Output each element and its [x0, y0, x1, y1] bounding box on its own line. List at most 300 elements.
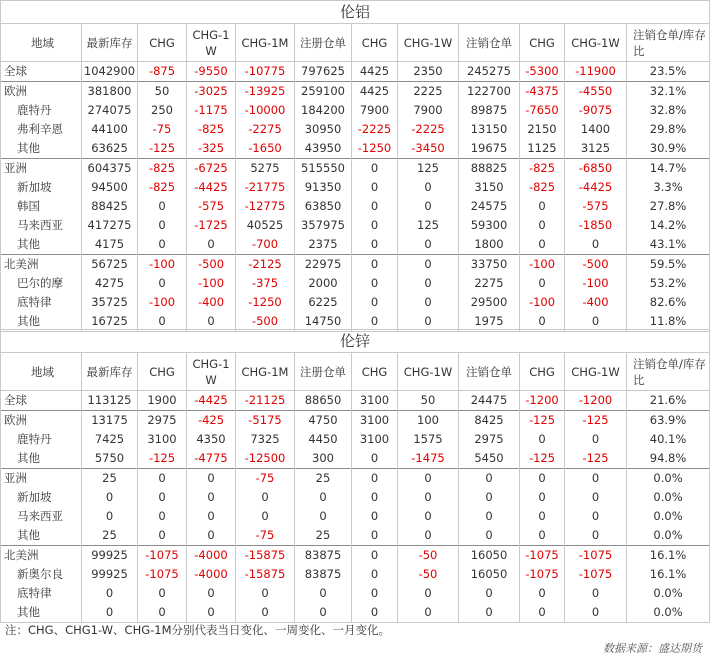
value-cell: -825 [520, 178, 565, 197]
value-cell: 5275 [236, 159, 295, 179]
value-cell: 13150 [459, 120, 520, 139]
column-header: 最新库存 [82, 24, 138, 62]
value-cell: 4425 [352, 82, 398, 102]
value-cell: 100 [398, 411, 459, 431]
column-header: CHG-1W [398, 24, 459, 62]
value-cell: -325 [187, 139, 236, 159]
value-cell: 0 [352, 235, 398, 255]
value-cell: -575 [565, 197, 627, 216]
value-cell: 0 [82, 603, 138, 623]
value-cell: -3450 [398, 139, 459, 159]
column-header: 注销仓单/库存比 [627, 353, 710, 391]
value-cell: 1400 [565, 120, 627, 139]
region-cell: 亚洲 [1, 469, 82, 489]
value-cell: 0 [398, 488, 459, 507]
table-row [1, 411, 710, 431]
value-cell: -15875 [236, 546, 295, 566]
value-cell: 0 [565, 603, 627, 623]
value-cell: 0 [187, 507, 236, 526]
table-row [1, 82, 710, 102]
table-row [1, 178, 710, 197]
value-cell: 0 [187, 469, 236, 489]
value-cell: 0.0% [627, 488, 710, 507]
table-row [1, 235, 710, 255]
table-row [1, 139, 710, 159]
value-cell: 0 [520, 526, 565, 546]
value-cell: 0 [352, 197, 398, 216]
value-cell: 0 [520, 197, 565, 216]
value-cell: -425 [187, 411, 236, 431]
column-header: CHG [352, 353, 398, 391]
column-header: 注册仓单 [295, 353, 352, 391]
value-cell: 0 [520, 430, 565, 449]
value-cell: -825 [138, 159, 187, 179]
table-row [1, 565, 710, 584]
region-cell: 其他 [1, 139, 82, 159]
zinc-table-body [1, 330, 710, 623]
region-cell: 北美洲 [1, 546, 82, 566]
column-header: 注册仓单 [295, 24, 352, 62]
value-cell: 0 [295, 507, 352, 526]
value-cell: 0 [565, 507, 627, 526]
region-cell: 新加坡 [1, 178, 82, 197]
value-cell: 0 [138, 312, 187, 332]
value-cell: 59.5% [627, 255, 710, 275]
value-cell: 50 [138, 82, 187, 102]
value-cell: -100 [187, 274, 236, 293]
value-cell: -1250 [236, 293, 295, 312]
table-row [1, 293, 710, 312]
value-cell: -125 [520, 411, 565, 431]
value-cell: -100 [138, 255, 187, 275]
value-cell: -1075 [138, 546, 187, 566]
value-cell: -100 [520, 293, 565, 312]
value-cell: 14.2% [627, 216, 710, 235]
value-cell: 59300 [459, 216, 520, 235]
value-cell: 6225 [295, 293, 352, 312]
value-cell: 0 [187, 584, 236, 603]
value-cell: 83875 [295, 565, 352, 584]
column-header: CHG [520, 24, 565, 62]
value-cell: 99925 [82, 565, 138, 584]
value-cell: -50 [398, 546, 459, 566]
region-cell: 其他 [1, 526, 82, 546]
value-cell: 0 [520, 312, 565, 332]
value-cell: 0 [187, 235, 236, 255]
column-header: CHG-1W [565, 353, 627, 391]
value-cell: 0 [138, 235, 187, 255]
table-header-row [1, 24, 710, 62]
value-cell: 0 [236, 507, 295, 526]
value-cell: 0 [138, 469, 187, 489]
value-cell: 30950 [295, 120, 352, 139]
table-row [1, 430, 710, 449]
value-cell: 16050 [459, 546, 520, 566]
value-cell: 381800 [82, 82, 138, 102]
value-cell: 2275 [459, 274, 520, 293]
value-cell: -1175 [187, 101, 236, 120]
value-cell: -21125 [236, 391, 295, 411]
column-header: 地域 [1, 353, 82, 391]
value-cell: 0 [398, 584, 459, 603]
value-cell: 0.0% [627, 469, 710, 489]
value-cell: -1200 [565, 391, 627, 411]
value-cell: -1250 [352, 139, 398, 159]
value-cell: 0 [398, 197, 459, 216]
value-cell: 63850 [295, 197, 352, 216]
value-cell: 0 [520, 216, 565, 235]
value-cell: 1575 [398, 430, 459, 449]
value-cell: 16050 [459, 565, 520, 584]
value-cell: -400 [565, 293, 627, 312]
value-cell: 0 [565, 469, 627, 489]
value-cell: 0 [138, 584, 187, 603]
value-cell: -1650 [236, 139, 295, 159]
value-cell: 0 [295, 488, 352, 507]
value-cell: 259100 [295, 82, 352, 102]
value-cell: 0 [82, 584, 138, 603]
value-cell: 89875 [459, 101, 520, 120]
value-cell: -3025 [187, 82, 236, 102]
value-cell: 515550 [295, 159, 352, 179]
value-cell: -500 [236, 312, 295, 332]
value-cell: 0 [187, 526, 236, 546]
table-title: 伦锌 [1, 330, 710, 353]
aluminium-table-body [1, 1, 710, 332]
value-cell: 0 [565, 526, 627, 546]
value-cell: -4425 [187, 178, 236, 197]
value-cell: -375 [236, 274, 295, 293]
value-cell: 40525 [236, 216, 295, 235]
value-cell: 250 [138, 101, 187, 120]
table-row [1, 62, 710, 82]
value-cell: 3100 [352, 430, 398, 449]
value-cell: -2125 [236, 255, 295, 275]
value-cell: 0 [352, 565, 398, 584]
value-cell: 7425 [82, 430, 138, 449]
value-cell: 0 [352, 216, 398, 235]
value-cell: -5175 [236, 411, 295, 431]
value-cell: 16725 [82, 312, 138, 332]
value-cell: -1075 [565, 565, 627, 584]
value-cell: -13925 [236, 82, 295, 102]
value-cell: 1800 [459, 235, 520, 255]
value-cell: 357975 [295, 216, 352, 235]
value-cell: 63.9% [627, 411, 710, 431]
value-cell: 4450 [295, 430, 352, 449]
value-cell: 1900 [138, 391, 187, 411]
value-cell: 35725 [82, 293, 138, 312]
value-cell: 88650 [295, 391, 352, 411]
value-cell: -10775 [236, 62, 295, 82]
value-cell: 0 [565, 312, 627, 332]
table-row [1, 274, 710, 293]
value-cell: -125 [138, 139, 187, 159]
value-cell: 0 [352, 546, 398, 566]
region-cell: 其他 [1, 312, 82, 332]
region-cell: 马来西亚 [1, 216, 82, 235]
value-cell: 0 [565, 584, 627, 603]
value-cell: -21775 [236, 178, 295, 197]
value-cell: -400 [187, 293, 236, 312]
value-cell: 24475 [459, 391, 520, 411]
region-cell: 弗利辛恩 [1, 120, 82, 139]
value-cell: 122700 [459, 82, 520, 102]
value-cell: 0 [187, 488, 236, 507]
value-cell: -575 [187, 197, 236, 216]
value-cell: -15875 [236, 565, 295, 584]
value-cell: 0 [520, 507, 565, 526]
value-cell: 23.5% [627, 62, 710, 82]
region-cell: 欧洲 [1, 82, 82, 102]
column-header: CHG-1W [398, 353, 459, 391]
value-cell: -2275 [236, 120, 295, 139]
region-cell: 底特律 [1, 293, 82, 312]
column-header: CHG [138, 24, 187, 62]
value-cell: -2225 [352, 120, 398, 139]
value-cell: -1075 [520, 565, 565, 584]
region-cell: 底特律 [1, 584, 82, 603]
value-cell: 0 [352, 293, 398, 312]
value-cell: -4000 [187, 565, 236, 584]
table-row [1, 469, 710, 489]
value-cell: 24575 [459, 197, 520, 216]
value-cell: -125 [138, 449, 187, 469]
value-cell: -1075 [138, 565, 187, 584]
table-row [1, 197, 710, 216]
value-cell: 14.7% [627, 159, 710, 179]
value-cell: -6850 [565, 159, 627, 179]
region-cell: 巴尔的摩 [1, 274, 82, 293]
value-cell: 0 [295, 584, 352, 603]
value-cell: 0 [398, 603, 459, 623]
value-cell: 3100 [138, 430, 187, 449]
value-cell: 4275 [82, 274, 138, 293]
table-title-row [1, 1, 710, 24]
value-cell: -500 [187, 255, 236, 275]
table-row [1, 603, 710, 623]
value-cell: 0 [565, 488, 627, 507]
value-cell: -825 [138, 178, 187, 197]
value-cell: 1975 [459, 312, 520, 332]
value-cell: 5450 [459, 449, 520, 469]
value-cell: 417275 [82, 216, 138, 235]
value-cell: 0 [459, 507, 520, 526]
value-cell: -1200 [520, 391, 565, 411]
table-row [1, 216, 710, 235]
zinc-table [0, 329, 710, 623]
value-cell: 0 [352, 255, 398, 275]
value-cell: 1042900 [82, 62, 138, 82]
value-cell: 125 [398, 159, 459, 179]
column-header: 注销仓单 [459, 353, 520, 391]
value-cell: -100 [565, 274, 627, 293]
value-cell: 0 [520, 274, 565, 293]
value-cell: 25 [295, 469, 352, 489]
value-cell: 0 [352, 449, 398, 469]
value-cell: 0 [138, 507, 187, 526]
value-cell: 0 [187, 312, 236, 332]
region-cell: 北美洲 [1, 255, 82, 275]
value-cell: -6725 [187, 159, 236, 179]
table-row [1, 584, 710, 603]
value-cell: -125 [565, 449, 627, 469]
value-cell: 19675 [459, 139, 520, 159]
value-cell: 4750 [295, 411, 352, 431]
value-cell: -7650 [520, 101, 565, 120]
value-cell: 3100 [352, 391, 398, 411]
value-cell: 0 [520, 488, 565, 507]
value-cell: 32.8% [627, 101, 710, 120]
region-cell: 鹿特丹 [1, 101, 82, 120]
value-cell: -500 [565, 255, 627, 275]
value-cell: 7900 [398, 101, 459, 120]
value-cell: 0 [138, 603, 187, 623]
value-cell: 0 [398, 312, 459, 332]
value-cell: -12775 [236, 197, 295, 216]
value-cell: -4425 [187, 391, 236, 411]
column-header: CHG-1M [236, 353, 295, 391]
value-cell: -10000 [236, 101, 295, 120]
value-cell: -2225 [398, 120, 459, 139]
value-cell: 43950 [295, 139, 352, 159]
value-cell: 2225 [398, 82, 459, 102]
table-title: 伦铝 [1, 1, 710, 24]
value-cell: 30.9% [627, 139, 710, 159]
value-cell: 13175 [82, 411, 138, 431]
value-cell: 14750 [295, 312, 352, 332]
value-cell: -4550 [565, 82, 627, 102]
value-cell: -100 [138, 293, 187, 312]
value-cell: 4350 [187, 430, 236, 449]
value-cell: 7325 [236, 430, 295, 449]
value-cell: -1075 [520, 546, 565, 566]
column-header: CHG [520, 353, 565, 391]
value-cell: 0 [82, 507, 138, 526]
value-cell: 0 [459, 603, 520, 623]
value-cell: 53.2% [627, 274, 710, 293]
value-cell: 99925 [82, 546, 138, 566]
value-cell: 21.6% [627, 391, 710, 411]
region-cell: 马来西亚 [1, 507, 82, 526]
value-cell: 0 [459, 469, 520, 489]
value-cell: -50 [398, 565, 459, 584]
value-cell: 3125 [565, 139, 627, 159]
column-header: 地域 [1, 24, 82, 62]
table-row [1, 255, 710, 275]
value-cell: 29500 [459, 293, 520, 312]
region-cell: 鹿特丹 [1, 430, 82, 449]
value-cell: 0 [520, 469, 565, 489]
value-cell: 0 [398, 526, 459, 546]
value-cell: 2975 [138, 411, 187, 431]
value-cell: 25 [82, 469, 138, 489]
region-cell: 全球 [1, 391, 82, 411]
value-cell: 2000 [295, 274, 352, 293]
value-cell: 43.1% [627, 235, 710, 255]
value-cell: 113125 [82, 391, 138, 411]
value-cell: 0 [138, 216, 187, 235]
value-cell: -75 [236, 469, 295, 489]
value-cell: 0.0% [627, 603, 710, 623]
table-row [1, 507, 710, 526]
value-cell: 797625 [295, 62, 352, 82]
region-cell: 欧洲 [1, 411, 82, 431]
region-cell: 其他 [1, 449, 82, 469]
value-cell: 0 [82, 488, 138, 507]
value-cell: 88825 [459, 159, 520, 179]
region-cell: 新加坡 [1, 488, 82, 507]
value-cell: -125 [565, 411, 627, 431]
value-cell: 44100 [82, 120, 138, 139]
table-title-row [1, 330, 710, 353]
value-cell: 82.6% [627, 293, 710, 312]
region-cell: 其他 [1, 235, 82, 255]
value-cell: 0 [352, 507, 398, 526]
column-header: CHG [138, 353, 187, 391]
value-cell: 0 [236, 488, 295, 507]
value-cell: 2375 [295, 235, 352, 255]
value-cell: 16.1% [627, 546, 710, 566]
value-cell: 0 [187, 603, 236, 623]
region-cell: 韩国 [1, 197, 82, 216]
value-cell: 0 [352, 469, 398, 489]
value-cell: -4775 [187, 449, 236, 469]
value-cell: -1075 [565, 546, 627, 566]
value-cell: 0.0% [627, 584, 710, 603]
table-row [1, 488, 710, 507]
value-cell: 3.3% [627, 178, 710, 197]
value-cell: 0 [352, 312, 398, 332]
value-cell: -75 [236, 526, 295, 546]
value-cell: 83875 [295, 546, 352, 566]
value-cell: 0 [138, 274, 187, 293]
value-cell: -12500 [236, 449, 295, 469]
value-cell: -5300 [520, 62, 565, 82]
table-row [1, 449, 710, 469]
value-cell: 0 [459, 584, 520, 603]
column-header: 注销仓单/库存比 [627, 24, 710, 62]
value-cell: 88425 [82, 197, 138, 216]
value-cell: 22975 [295, 255, 352, 275]
value-cell: 0.0% [627, 526, 710, 546]
value-cell: 4425 [352, 62, 398, 82]
value-cell: 94.8% [627, 449, 710, 469]
value-cell: 0 [520, 603, 565, 623]
value-cell: 3100 [352, 411, 398, 431]
value-cell: -825 [187, 120, 236, 139]
table-row [1, 120, 710, 139]
value-cell: 0 [236, 603, 295, 623]
value-cell: -1725 [187, 216, 236, 235]
value-cell: 2350 [398, 62, 459, 82]
value-cell: 0 [352, 274, 398, 293]
value-cell: 33750 [459, 255, 520, 275]
value-cell: 4175 [82, 235, 138, 255]
column-header: 最新库存 [82, 353, 138, 391]
table-row [1, 159, 710, 179]
value-cell: 0 [295, 603, 352, 623]
table-header-row [1, 353, 710, 391]
value-cell: 0 [398, 274, 459, 293]
value-cell: 94500 [82, 178, 138, 197]
value-cell: 0 [398, 255, 459, 275]
value-cell: 2975 [459, 430, 520, 449]
value-cell: -4425 [565, 178, 627, 197]
value-cell: -700 [236, 235, 295, 255]
value-cell: 1125 [520, 139, 565, 159]
value-cell: 8425 [459, 411, 520, 431]
